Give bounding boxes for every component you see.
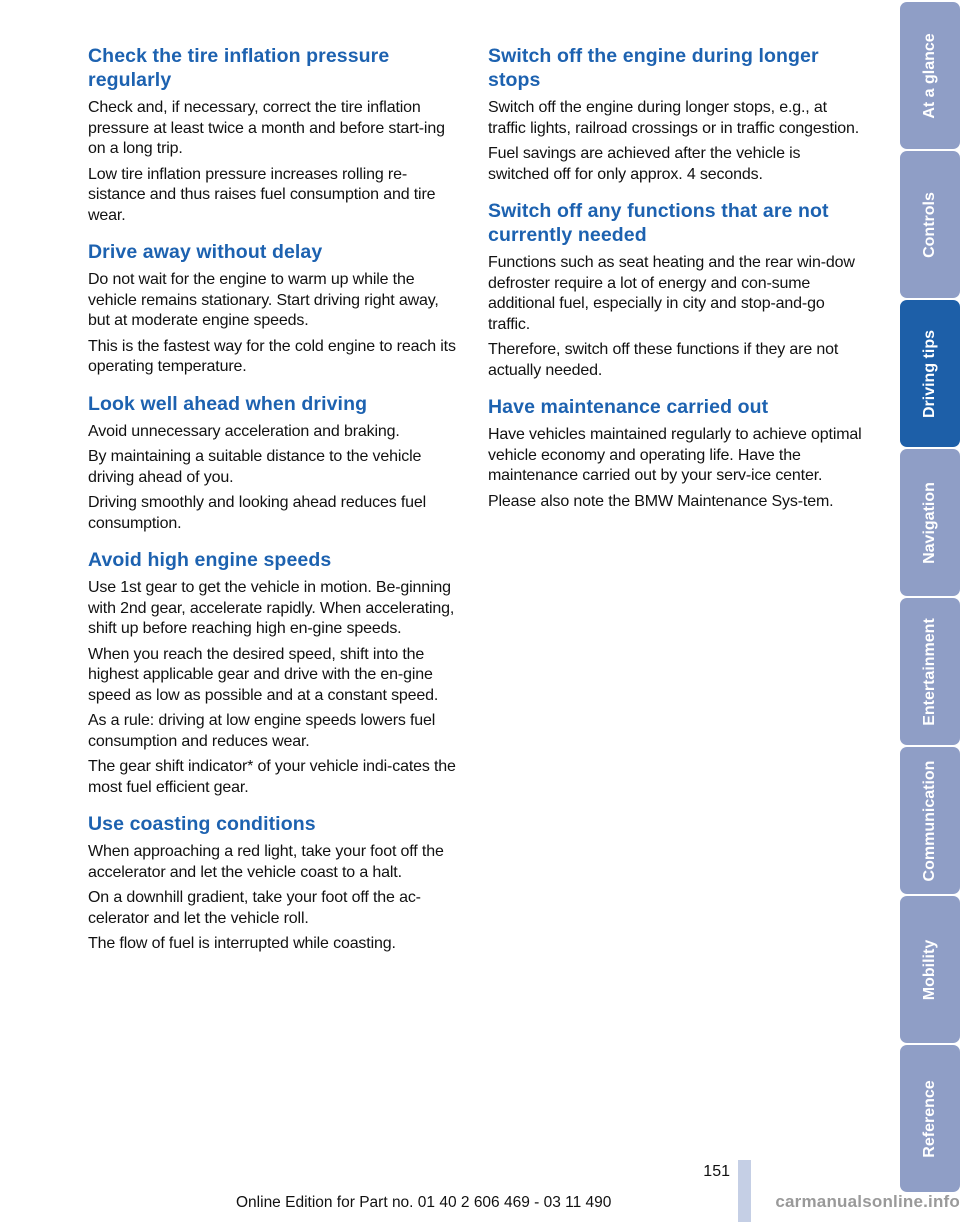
chapter-tab-at-a-glance[interactable] [900,2,960,149]
body-paragraph: As a rule: driving at low engine speeds lowers fuel consumption and reduces wear. [88,712,436,750]
section [488,44,864,185]
chapter-tab-reference[interactable] [900,1045,960,1192]
page-number: 151 [703,1163,730,1180]
chapter-tab-label: Controls [921,191,938,258]
body-paragraph: The flow of fuel is interrupted while coasting. [88,935,396,952]
chapter-tab-sidebar [900,0,960,1222]
chapter-tab-label: Communication [921,760,938,881]
section-heading: Have maintenance carried out [488,396,769,418]
chapter-tab-mobility[interactable] [900,896,960,1043]
chapter-tab-controls[interactable] [900,151,960,298]
body-paragraph: Use 1st gear to get the vehicle in motion. Be‐ginning with 2nd gear, accelerate rapidly. When accelerating, shift up before reaching high en‐gine speeds. [88,579,455,637]
body-paragraph: This is the fastest way for the cold engine to reach its operating temperature. [88,337,456,375]
chapter-tab-label: Navigation [921,481,938,564]
chapter-tab-communication[interactable] [900,747,960,894]
body-paragraph: The gear shift indicator* of your vehicle indi‐cates the most fuel efficient gear. [88,758,456,796]
section [88,44,464,226]
right-column [488,44,864,526]
chapter-tab-label: Mobility [921,939,938,1000]
chapter-tab-label: Reference [921,1079,938,1158]
section [88,812,464,955]
section-heading: Switch off any functions that are not currently needed [488,200,829,246]
chapter-tab-entertainment[interactable] [900,598,960,745]
chapter-tab-navigation[interactable] [900,449,960,596]
chapter-tab-label: Driving tips [921,329,938,418]
chapter-tab-label: At a glance [921,32,938,119]
body-paragraph: Check and, if necessary, correct the tire inflation pressure at least twice a month and before start‐ing on a long trip. [88,99,445,157]
body-paragraph: Have vehicles maintained regularly to achieve optimal vehicle economy and operating life. Have the maintenance carried out by your serv‐ice center. [488,426,862,484]
watermark: carmanualsonline.info [775,1192,960,1211]
body-paragraph: By maintaining a suitable distance to the vehicle driving ahead of you. [88,448,422,486]
body-paragraph: Avoid unnecessary acceleration and braking. [88,422,400,440]
body-paragraph: On a downhill gradient, take your foot off the ac‐celerator and let the vehicle roll. [88,889,421,927]
body-paragraph: When you reach the desired speed, shift into the highest applicable gear and drive with the en‐gine speed as low as possible and at a constant speed. [88,645,439,704]
body-paragraph: Therefore, switch off these functions if they are not actually needed. [488,341,839,379]
left-column [88,44,464,969]
body-paragraph: Driving smoothly and looking ahead reduces fuel consumption. [88,494,427,532]
page-number-bar [738,1160,751,1222]
section [488,199,864,381]
section [88,548,464,798]
chapter-tab-driving-tips[interactable] [900,300,960,447]
section-heading: Switch off the engine during longer stops [488,45,819,91]
footer-text: Online Edition for Part no. 01 40 2 606 469 - 03 11 490 [236,1194,612,1211]
body-paragraph: Switch off the engine during longer stops, e.g., at traffic lights, railroad crossings or in traffic congestion. [488,99,860,137]
section-heading: Drive away without delay [88,241,323,263]
body-paragraph: Please also note the BMW Maintenance Sys‐tem. [488,492,834,510]
section [88,392,464,535]
chapter-tab-label: Entertainment [921,617,938,726]
section-heading: Avoid high engine speeds [88,549,332,571]
body-paragraph: When approaching a red light, take your foot off the accelerator and let the vehicle coast to a halt. [88,843,444,881]
body-paragraph: Do not wait for the engine to warm up while the vehicle remains stationary. Start driving right away, but at moderate engine speeds. [88,271,439,329]
section [88,240,464,378]
section-heading: Check the tire inflation pressure regularly [88,45,390,91]
body-paragraph: Fuel savings are achieved after the vehicle is switched off for only approx. 4 seconds. [488,145,801,183]
section-heading: Look well ahead when driving [88,392,368,415]
section [488,395,864,512]
body-paragraph: Low tire inflation pressure increases rolling re‐sistance and thus raises fuel consumption and tire wear. [88,165,436,224]
body-paragraph: Functions such as seat heating and the rear win‐dow defroster require a lot of energy and con‐sume additional fuel, especially in city and stop-and-go traffic. [488,254,855,333]
section-heading: Use coasting conditions [88,813,316,835]
